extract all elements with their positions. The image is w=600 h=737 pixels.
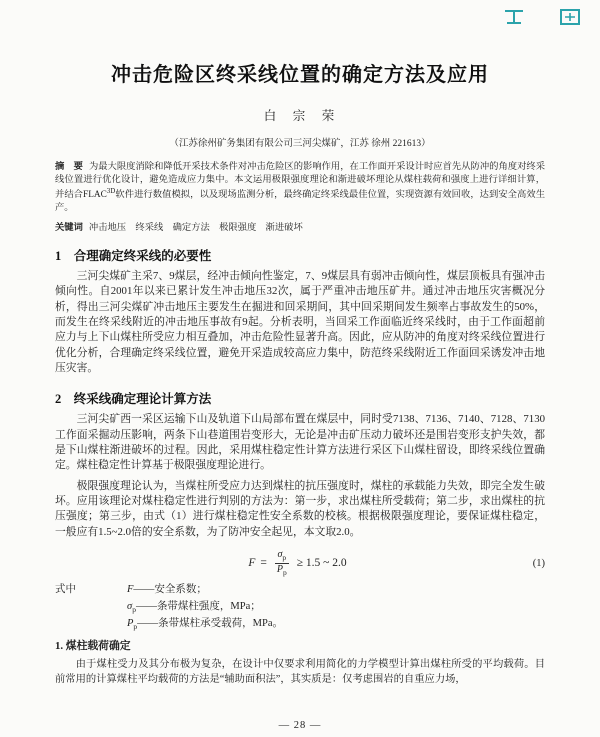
- subsection-paragraph: 由于煤柱受力及其分布极为复杂，在设计中仅要求利用简化的力学模型计算出煤柱所受的平均载荷。目前常用的计算煤柱平均载荷的方法是“辅助面积法”，其实质是：仅考虑围岩的自重应力场，: [55, 658, 545, 685]
- section-2-paragraph-1: 三河尖矿西一采区运输下山及轨道下山局部布置在煤层中，同时受7138、7136、7140、7128、7130工作面采掘动压影响，两条下山巷道围岩变形大，无论是冲击矿压动力破坏还是围岩变形支护失效，都是下山煤柱渐进破坏的过程。因此，采用煤柱稳定性计算方法进行采区下山煤柱留设，即终采线位置确定。煤柱稳定性计算基于极限强度理论进行。: [55, 413, 545, 472]
- keywords-label: 关键词: [55, 223, 83, 234]
- symbol-p: P: [127, 618, 134, 630]
- numerator-subscript: p: [282, 552, 287, 562]
- formula-numerator: [275, 549, 288, 563]
- symbol-f: F: [127, 584, 134, 596]
- author-name: 白 宗 荣: [263, 109, 337, 123]
- seal-stamp-icon: [500, 8, 528, 26]
- abstract: [55, 161, 545, 215]
- sigma-symbol: σ: [277, 548, 283, 560]
- formula-lhs-variable: F: [248, 557, 256, 570]
- formula-denominator: [275, 563, 289, 578]
- keywords-text: 冲击地压 终采线 确定方法 极限强度 渐进破坏: [88, 223, 303, 234]
- abstract-label: 摘 要: [55, 162, 83, 172]
- symbol-definition-row: [55, 599, 545, 616]
- p-symbol: P: [276, 563, 283, 575]
- symbol-sigma: σ: [127, 601, 133, 613]
- symbol-p-description: ——条带煤柱承受载荷，MPa。: [137, 618, 284, 630]
- formula-inequality: ≥ 1.5 ~ 2.0: [296, 557, 347, 570]
- symbol-sigma-description: ——条带煤柱强度，MPa；: [135, 601, 261, 613]
- formula-equals-sign: =: [260, 557, 267, 570]
- where-label: 式中: [55, 584, 76, 596]
- header-stamps: [500, 8, 584, 26]
- symbol-p-subscript: p: [133, 622, 138, 632]
- equation-number: (1): [532, 557, 545, 569]
- section-2-heading: 2 终采线确定理论计算方法: [55, 392, 212, 407]
- keywords-line: [55, 219, 545, 233]
- subsection-heading: 1. 煤柱载荷确定: [55, 639, 131, 652]
- flac3d-superscript: 3D: [106, 187, 116, 196]
- formula-fraction: [275, 549, 289, 577]
- page-number: — 28 —: [278, 720, 322, 731]
- seal-stamp-icon: [556, 8, 584, 26]
- symbol-definition-row: [55, 616, 545, 633]
- abstract-text: 为最大限度消除和降低开采技术条件对冲击危险区的影响作用，在工作面开采设计时应首先从防冲的角度对终采线位置进行优化设计，避免造成应力集中。本文运用极限强度理论和渐进破坏理论从煤柱载荷和强度上进行详细计算，并结合FLAC: [55, 162, 545, 201]
- author-affiliation: （江苏徐州矿务集团有限公司三河尖煤矿，江苏 徐州 221613）: [169, 139, 431, 149]
- equation-1: [55, 548, 545, 578]
- paper-title: 冲击危险区终采线位置的确定方法及应用: [111, 64, 489, 86]
- section-1-heading: 1 合理确定终采线的必要性: [55, 249, 212, 264]
- denominator-subscript: p: [282, 567, 287, 577]
- symbol-definitions: [55, 582, 545, 633]
- abstract-text-continued: 软件进行数值模拟，以及现场监测分析，最终确定终采线最佳位置，实现资源有效回收，达到安全高效生产。: [55, 190, 545, 214]
- section-2-paragraph-2: 极限强度理论认为，当煤柱所受应力达到煤柱的抗压强度时，煤柱的承载能力失效，即完全发生破坏。应用该理论对煤柱稳定性进行判别的方法为：第一步，求出煤柱所受载荷；第二步，求出煤柱的抗压强度；第三步，由式（1）进行煤柱稳定性安全系数的校核。根据极限强度理论，要保证煤柱稳定，一般应有1.5~2.0倍的安全系数，为了防冲安全起见，本文取2.0。: [55, 479, 545, 538]
- symbol-sigma-subscript: p: [132, 605, 136, 615]
- section-1-paragraph: 三河尖煤矿主采7、9煤层，经冲击倾向性鉴定，7、9煤层具有弱冲击倾向性，煤层顶板具有强冲击倾向性。自2001年以来已累计发生冲击地压32次，属于严重冲击地压矿井。通过冲击地压灾害概况分析，得出三河尖煤矿冲击地压主要发生在掘进和回采期间，其中回采期间发生频率占事故发生的50%，而发生在终采线附近的冲击地压事故有9起。分析表明，当回采工作面临近终采线时，由于工作面超前应力与上下山煤柱所受应力相互叠加，冲击危险性显著升高。因此，应从防冲的角度对终采线位置进行优化分析，合理确定终采线位置，避免开采造成较高应力集中，防范终采线附近工作面回采诱发冲击地压灾害。: [55, 270, 545, 375]
- symbol-f-description: ——安全系数；: [133, 584, 207, 596]
- symbol-definition-row: [55, 582, 545, 599]
